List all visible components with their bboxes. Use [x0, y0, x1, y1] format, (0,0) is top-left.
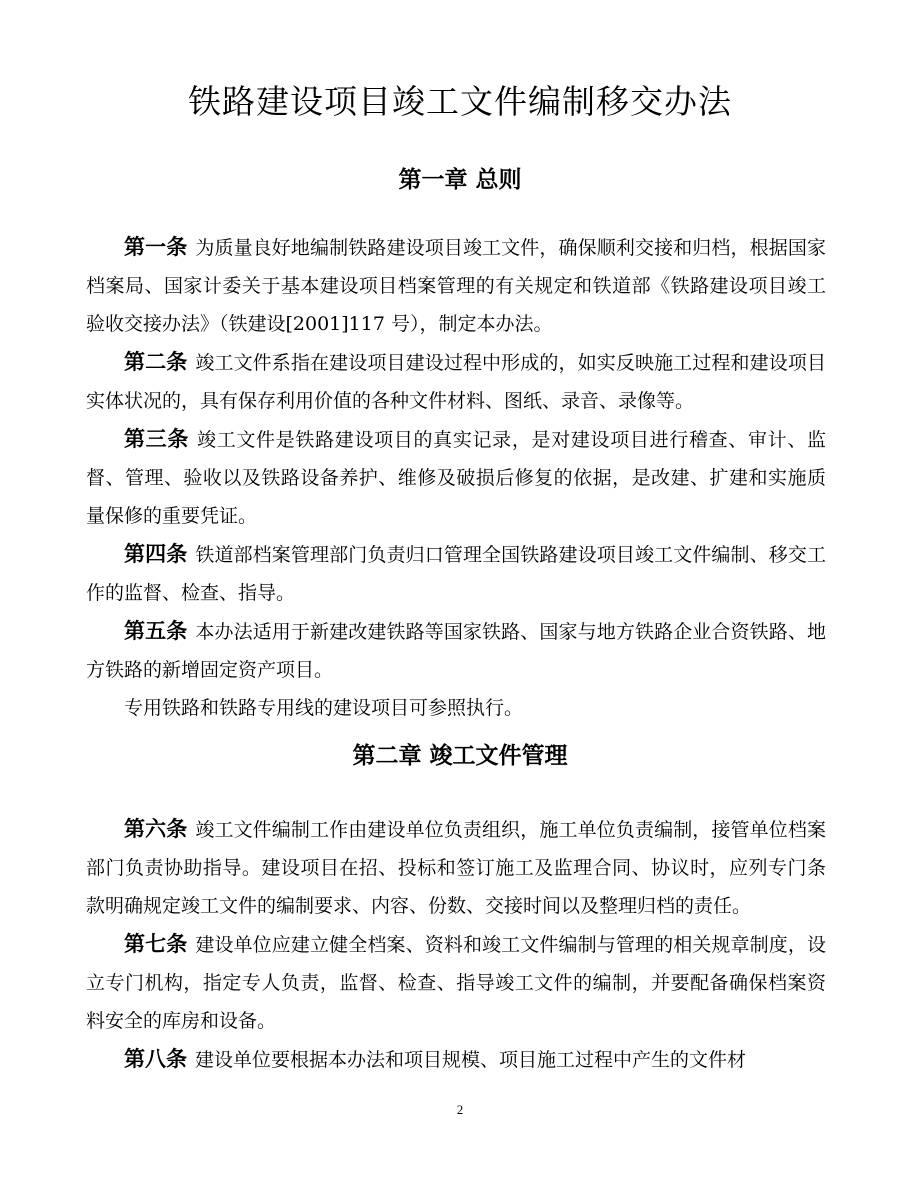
article-paragraph	[86, 1040, 826, 1079]
article-label: 第三条	[124, 427, 190, 451]
chapter-heading: 第二章 竣工文件管理	[352, 743, 568, 769]
article-label: 第六条	[124, 817, 188, 841]
article-paragraph	[86, 810, 826, 925]
article-text: 竣工文件系指在建设项目建设过程中形成的，如实反映施工过程和建设项目实体状况的，具有保存利用价值的各种文件材料、图纸、录音、录像等。	[86, 352, 826, 412]
article-paragraph	[86, 420, 826, 535]
article-label: 第一条	[124, 235, 188, 259]
document-title: 铁路建设项目竣工文件编制移交办法	[188, 82, 732, 121]
plain-paragraph	[86, 689, 826, 727]
article-label: 第四条	[124, 542, 188, 566]
article-text: 竣工文件编制工作由建设单位负责组织，施工单位负责编制，接管单位档案部门负责协助指导。建设项目在招、投标和签订施工及监理合同、协议时，应列专门条款明确规定竣工文件的编制要求、内容、份数、交接时间以及整理归档的责任。	[86, 819, 826, 917]
chapter-body	[86, 228, 826, 727]
article-text: 为质量良好地编制铁路建设项目竣工文件，确保顺利交接和归档，根据国家档案局、国家计委关于基本建设项目档案管理的有关规定和铁道部《铁路建设项目竣工验收交接办法》（铁建设[2001]117 号），制定本办法。	[86, 237, 826, 335]
article-paragraph	[86, 343, 826, 420]
article-text: 本办法适用于新建改建铁路等国家铁路、国家与地方铁路企业合资铁路、地方铁路的新增固定资产项目。	[86, 621, 826, 681]
chapter-body	[86, 810, 826, 1079]
page-number: 2	[456, 1102, 464, 1117]
chapter-heading: 第一章 总则	[398, 167, 522, 193]
article-paragraph	[86, 925, 826, 1040]
article-text: 铁道部档案管理部门负责归口管理全国铁路建设项目竣工文件编制、移交工作的监督、检查、指导。	[86, 544, 826, 604]
article-label: 第七条	[124, 932, 188, 956]
article-text: 竣工文件是铁路建设项目的真实记录，是对建设项目进行稽查、审计、监督、管理、验收以及铁路设备养护、维修及破损后修复的依据，是改建、扩建和实施质量保修的重要凭证。	[86, 429, 826, 527]
article-label: 第二条	[124, 350, 188, 374]
article-text: 建设单位应建立健全档案、资料和竣工文件编制与管理的相关规章制度，设立专门机构，指定专人负责，监督、检查、指导竣工文件的编制，并要配备确保档案资料安全的库房和设备。	[86, 934, 826, 1032]
article-label: 第八条	[124, 1047, 187, 1071]
paragraph-text: 专用铁路和铁路专用线的建设项目可参照执行。	[124, 697, 524, 719]
article-paragraph	[86, 228, 826, 343]
article-label: 第五条	[124, 619, 188, 643]
article-paragraph	[86, 612, 826, 689]
article-paragraph	[86, 535, 826, 612]
article-text: 建设单位要根据本办法和项目规模、项目施工过程中产生的文件材	[195, 1049, 747, 1071]
